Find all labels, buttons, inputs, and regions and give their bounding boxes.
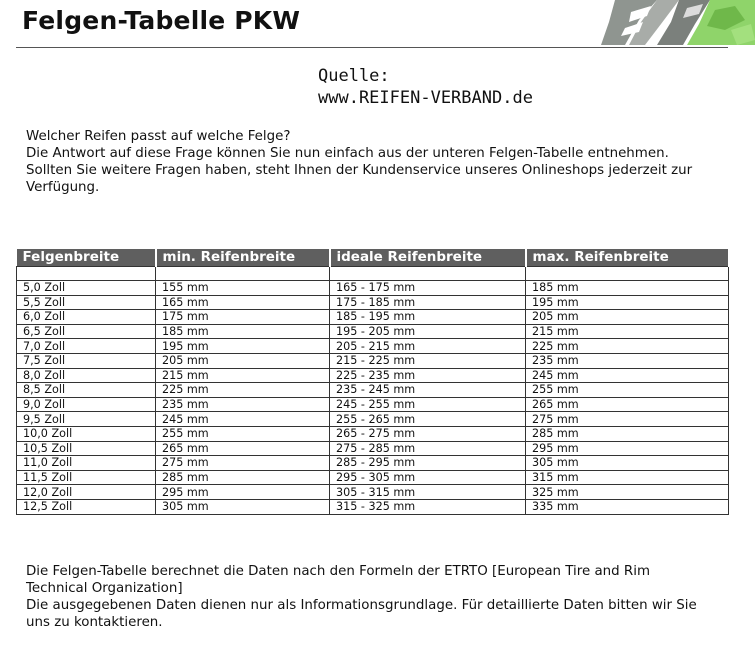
min-tire-width-cell: 305 mm (156, 499, 330, 514)
table-empty-row (17, 267, 729, 281)
table-row (17, 324, 729, 339)
footer-line: Die ausgegebenen Daten dienen nur als Informationsgrundlage. Für detaillierte Daten bitten wir Sie (26, 598, 697, 613)
max-tire-width-cell: 245 mm (526, 368, 729, 383)
table-row (17, 441, 729, 456)
table-cell (17, 267, 156, 281)
rim-width-cell: 11,0 Zoll (17, 456, 156, 471)
min-tire-width-cell: 185 mm (156, 324, 330, 339)
max-tire-width-cell: 225 mm (526, 339, 729, 354)
rim-width-cell: 5,5 Zoll (17, 295, 156, 310)
ideal-tire-width-cell: 195 - 205 mm (330, 324, 526, 339)
ideal-tire-width-cell: 165 - 175 mm (330, 281, 526, 296)
min-tire-width-cell: 235 mm (156, 397, 330, 412)
rim-size-table (16, 249, 730, 515)
max-tire-width-cell: 335 mm (526, 499, 729, 514)
table-row (17, 456, 729, 471)
rim-width-cell: 5,0 Zoll (17, 281, 156, 296)
table-row (17, 397, 729, 412)
min-tire-width-cell: 165 mm (156, 295, 330, 310)
ideal-tire-width-cell: 305 - 315 mm (330, 485, 526, 500)
column-header-min-tire-width: min. Reifenbreite (156, 249, 330, 267)
table-cell (156, 267, 330, 281)
min-tire-width-cell: 215 mm (156, 368, 330, 383)
intro-line: Die Antwort auf diese Frage können Sie nun einfach aus der unteren Felgen-Tabelle entnehmen. (26, 146, 669, 161)
max-tire-width-cell: 255 mm (526, 383, 729, 398)
rim-width-cell: 12,0 Zoll (17, 485, 156, 500)
min-tire-width-cell: 275 mm (156, 456, 330, 471)
rim-width-cell: 7,5 Zoll (17, 353, 156, 368)
min-tire-width-cell: 155 mm (156, 281, 330, 296)
table-row (17, 295, 729, 310)
source-label: Quelle: (318, 66, 390, 86)
min-tire-width-cell: 265 mm (156, 441, 330, 456)
ideal-tire-width-cell: 315 - 325 mm (330, 499, 526, 514)
rim-width-cell: 7,0 Zoll (17, 339, 156, 354)
max-tire-width-cell: 215 mm (526, 324, 729, 339)
table-row (17, 426, 729, 441)
column-header-max-tire-width: max. Reifenbreite (526, 249, 729, 267)
table-cell (330, 267, 526, 281)
rim-width-cell: 9,5 Zoll (17, 412, 156, 427)
max-tire-width-cell: 265 mm (526, 397, 729, 412)
min-tire-width-cell: 255 mm (156, 426, 330, 441)
rim-width-cell: 10,0 Zoll (17, 426, 156, 441)
min-tire-width-cell: 195 mm (156, 339, 330, 354)
ideal-tire-width-cell: 245 - 255 mm (330, 397, 526, 412)
max-tire-width-cell: 275 mm (526, 412, 729, 427)
max-tire-width-cell: 305 mm (526, 456, 729, 471)
max-tire-width-cell: 195 mm (526, 295, 729, 310)
max-tire-width-cell: 185 mm (526, 281, 729, 296)
ideal-tire-width-cell: 175 - 185 mm (330, 295, 526, 310)
table-row (17, 368, 729, 383)
max-tire-width-cell: 325 mm (526, 485, 729, 500)
rim-width-cell: 10,5 Zoll (17, 441, 156, 456)
rim-width-cell: 8,0 Zoll (17, 368, 156, 383)
ideal-tire-width-cell: 265 - 275 mm (330, 426, 526, 441)
table-row (17, 310, 729, 325)
ideal-tire-width-cell: 285 - 295 mm (330, 456, 526, 471)
ideal-tire-width-cell: 185 - 195 mm (330, 310, 526, 325)
ideal-tire-width-cell: 225 - 235 mm (330, 368, 526, 383)
ideal-tire-width-cell: 205 - 215 mm (330, 339, 526, 354)
min-tire-width-cell: 245 mm (156, 412, 330, 427)
title-divider (16, 47, 728, 48)
rim-width-cell: 9,0 Zoll (17, 397, 156, 412)
max-tire-width-cell: 285 mm (526, 426, 729, 441)
footer-text (26, 563, 738, 631)
footer-line: uns zu kontaktieren. (26, 615, 163, 630)
column-header-ideal-tire-width: ideale Reifenbreite (330, 249, 526, 267)
max-tire-width-cell: 205 mm (526, 310, 729, 325)
table-row (17, 412, 729, 427)
table-row (17, 499, 729, 514)
ideal-tire-width-cell: 215 - 225 mm (330, 353, 526, 368)
rim-width-cell: 11,5 Zoll (17, 470, 156, 485)
table-cell (526, 267, 729, 281)
source-link[interactable]: www.REIFEN-VERBAND.de (318, 88, 533, 108)
max-tire-width-cell: 235 mm (526, 353, 729, 368)
intro-text (26, 128, 738, 196)
min-tire-width-cell: 205 mm (156, 353, 330, 368)
min-tire-width-cell: 175 mm (156, 310, 330, 325)
min-tire-width-cell: 285 mm (156, 470, 330, 485)
intro-line: Welcher Reifen passt auf welche Felge? (26, 129, 291, 144)
ideal-tire-width-cell: 295 - 305 mm (330, 470, 526, 485)
rim-width-cell: 12,5 Zoll (17, 499, 156, 514)
table-row (17, 339, 729, 354)
source-block (318, 65, 533, 109)
table-row (17, 353, 729, 368)
rim-width-cell: 8,5 Zoll (17, 383, 156, 398)
rim-width-cell: 6,0 Zoll (17, 310, 156, 325)
footer-line: Technical Organization] (26, 581, 183, 596)
max-tire-width-cell: 315 mm (526, 470, 729, 485)
table-row (17, 281, 729, 296)
table-header-row (17, 249, 729, 267)
table-row (17, 470, 729, 485)
max-tire-width-cell: 295 mm (526, 441, 729, 456)
table-row (17, 485, 729, 500)
tire-tread-graphic-icon (595, 0, 755, 45)
intro-line: Sollten Sie weitere Fragen haben, steht Ihnen der Kundenservice unseres Onlineshops jederzeit zur (26, 163, 693, 178)
table-row (17, 383, 729, 398)
table-body (17, 267, 729, 515)
column-header-rim-width: Felgenbreite (17, 249, 156, 267)
intro-line: Verfügung. (26, 180, 100, 195)
ideal-tire-width-cell: 235 - 245 mm (330, 383, 526, 398)
min-tire-width-cell: 225 mm (156, 383, 330, 398)
page-title: Felgen-Tabelle PKW (22, 6, 301, 35)
ideal-tire-width-cell: 255 - 265 mm (330, 412, 526, 427)
footer-line: Die Felgen-Tabelle berechnet die Daten nach den Formeln der ETRTO [European Tire and Rim (26, 564, 650, 579)
min-tire-width-cell: 295 mm (156, 485, 330, 500)
ideal-tire-width-cell: 275 - 285 mm (330, 441, 526, 456)
rim-width-cell: 6,5 Zoll (17, 324, 156, 339)
